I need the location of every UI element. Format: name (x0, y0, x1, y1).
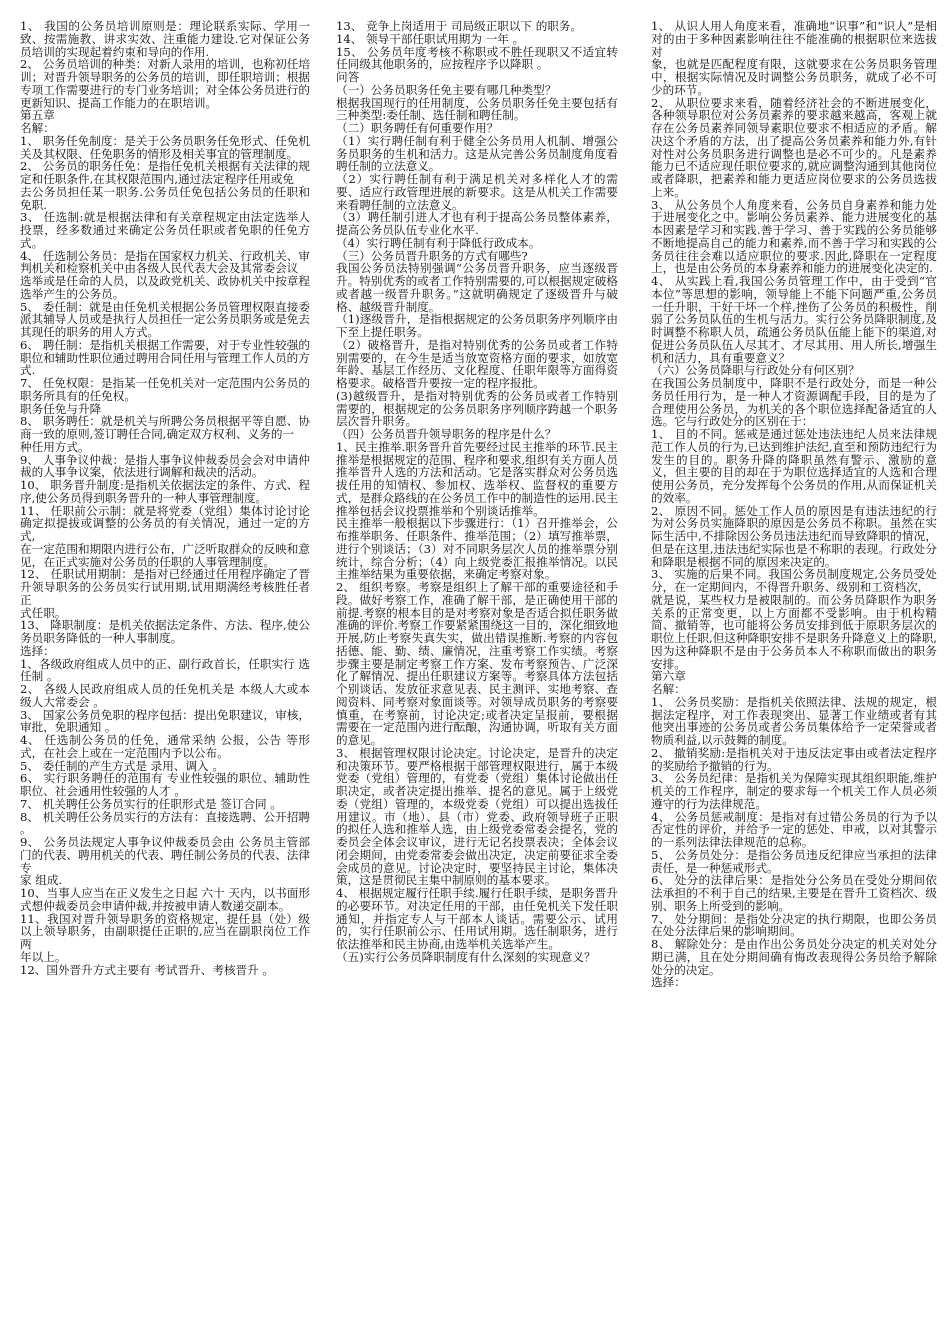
text-paragraph: 3、 从公务员个人角度来看，公务员自身素养和能力处于进展变化之中。影响公务员素养、能力进展变化的基本因素是学习和实践.善于学习、善于实践的公务员能够不断地提高自己的能力和素养,而不善于学习和实践的公务员往往会难以适应职位的要求.因此,降职在一定程度上，也是由公务员的本身素养和能力的进展变化决定的. (651, 197, 937, 276)
text-paragraph: 3、 国家公务员免职的程序包括：提出免职建议，审核，审批，免职通知 。 (20, 707, 310, 735)
text-paragraph: 去公务员担任某一职务.公务员任免包括公务员的任职和免职. (20, 184, 310, 212)
text-paragraph: 10、 职务晋升制度:是指机关依据法定的条件、方式、程序,使公务员得到职务晋升的一种人事管理制度。 (20, 478, 310, 505)
text-paragraph: 选举或是任命的人员，以及政党机关、政协机关中按章程选举产生的公务员。 (20, 274, 310, 301)
text-paragraph: 家 组成. (20, 873, 63, 888)
text-paragraph: 12、国外晋升方式主要有 考试晋升、考核晋升 。 (20, 962, 274, 977)
text-paragraph: 9、 人事争议仲裁：是指人事争议仲裁委员会会对申请仲裁的人事争议案，依法进行调解和裁决的活动。 (20, 452, 310, 480)
text-paragraph: 2、 撤销奖励:是指机关对于违反法定事由或者法定程序的奖励给予撤销的行为。 (651, 745, 937, 773)
text-paragraph: 1、民主推举.职务晋升首先要经过民主推举的环节.民主推举是根据规定的范围、程序和要求,组织有关方面人员推举晋升人选的方法和活动。它是落实群众对公务员选拔任用的知情权、参加权、选举权、监督权的重要方式，是群众路线的在公务员工作中的制造性的运用.民主推举包括会议投票推举和个别谈话推举。 (336, 439, 618, 518)
text-paragraph: 选择： (20, 643, 55, 658)
text-paragraph: 14、 领导干部任职试用期为 一年 。 (336, 31, 525, 46)
text-paragraph: 10、当事人应当在正义发生之日起 六十 天内，以书面形式想仲裁委员会申请仲裁,并按被申请人数递交副本。 (20, 886, 310, 913)
text-paragraph: 1、 目的不同。惩戒是通过惩处违法违纪人员来法律规范工作人员的行为,已达到维护法纪,直至和预防违纪行为发生的目的。职务升降的降职虽然有警示、激励的意义，但主要的目的却在于为职位选择适宜的人选和合理使用公务员，充分发挥每个公务员的作用,从而保证机关的效率。 (651, 427, 937, 505)
text-paragraph: 根据我国现行的任用制度，公务员职务任免主要包括有三种类型:委任制、选任制和聘任制。 (336, 95, 618, 123)
text-paragraph: 在我国公务员制度中，降职不是行政处分，而是一种公务员任用行为，是一种人才资源调配手段，目的是为了合理使用公务员，为机关的各个职位选择配备适宜的人选。它与行政处分的区别在于： (651, 376, 937, 429)
text-paragraph: 5、 委任制：就是由任免机关根据公务员管理权限直接委派其辅导人员或是执行人员担任一定公务员职务或是免去 (20, 299, 310, 327)
text-paragraph: （1)逐级晋升，是指根据规定的公务员职务序列顺序由下至上提任职务。 (336, 312, 618, 339)
text-paragraph: 式任职。 (20, 605, 67, 620)
text-paragraph: （2）破格晋升，是指对特别优秀的公务员或者工作特别需要的，在今生是适当放宽资格方面的要求，如放宽年龄、基层工作经历、文化程度、任职年限等方面得资格要求。破格晋升要按一定的程序报批。 (336, 337, 618, 390)
text-paragraph: 1、 我国的公务员培训原则是：理论联系实际、学用一致、按需施教、讲求实效、注重能力建设.它对保证公务员培训的实现起着约束和导向的作用. (20, 20, 310, 59)
text-paragraph: 3、 实施的后果不同。我国公务员制度规定,公务员受处分，在一定期间内，不得晋升职务、级别和工资档次， (651, 567, 937, 594)
column-right (651, 20, 937, 1338)
text-paragraph: 职务任免与升降 (20, 401, 102, 416)
text-paragraph: 3、 公务员纪律：是指机关为保障实现其组织职能,维护机关的工作程序，制定的要求每一个机关工作人员必须遵守的行为法律规范。 (651, 771, 937, 811)
text-paragraph: 8、 职务聘任：就是机关与所聘公务员根据平等自愿、协商一致的原则,签订聘任合同,确定双方权利、义务的一 (20, 414, 310, 441)
text-paragraph: 2、 从职位要求来看，随着经济社会的不断进展变化，各种领导职位对公务员素养的要求越来越高，客观上就存在公务员素养同领导素职位要求不相适应的矛盾。解决这个矛盾的方法，出了提高公务员素养和能力外,有针对性对公务员职务进行调整也是必不可少的。凡是素养能力已不适应现任职位要求的,就应调整沟通到其他岗位或者降职，把素养和能力更适应岗位要求的公务员选拔上来。 (651, 95, 937, 199)
column-middle (336, 20, 618, 1338)
text-paragraph: 1、 职务任免制度：是关于公务员职务任免形式、任免机关及其权限、任免职务的情形及相关事宜的管理制度。 (20, 133, 310, 161)
text-paragraph: 9、 公务员法规定人事争议仲裁委员会由 公务员主管部门的代表、聘用机关的代表、聘任制公务员的代表、法律专 (20, 835, 310, 875)
text-paragraph: 6、 聘任制：是指机关根据工作需要，对于专业性较强的职位和辅助性职位通过聘用合同任用与管理工作人员的方 (20, 337, 310, 365)
text-paragraph: 其现任的职务的用人方式。 (20, 325, 160, 339)
text-paragraph: 4、 根据规定履行任职手续.履行任职手续，是职务晋升的必要环节。对决定任用的干部，由任免机关下发任职通知，并指定专人与干部本人谈话。需要公示、试用的，实行任职前公示、任用试用期。选任制职务，进行依法推举和民主协商,由选举机关选举产生。 (336, 886, 618, 951)
text-paragraph: 11、我国对晋升领导职务的资格规定，提任县（处）级以上领导职务，由副职提任正职的,应当在副职岗位工作 两 (20, 911, 310, 951)
text-paragraph: 第五章 (20, 108, 55, 123)
text-paragraph: (3)越级晋升，是指对特别优秀的公务员或者工作特别需要的，根据规定的公务员职务序列顺序跨越一个职务层次晋升职务。 (336, 388, 618, 429)
text-paragraph: 2、 原因不同。惩处工作人员的原因是有违法违纪的行为对公务员实施降职的原因是公务员不称职。虽然在实际生活中,不排除因公务员违法违纪而导致降职的情况，但是在这里,违法违纪实际也是不称职的表现。行政处分和降职是根据不同的原因来决定的。 (651, 503, 937, 569)
text-paragraph: 6、 实行职务聘任的范围有 专业性较强的职位、辅助性职位、社会通用性较强的人才 。 (20, 771, 310, 798)
text-paragraph: 4、 从实践上看,我国公务员管理工作中，由于受到“官本位”等思想的影响，领导能上不能下问题严重,公务员一任升职，干好干坏一个样,挫伤了公务员的积极性，削弱了公务员队伍的生机与活力。实行公务员降职制度,及时调整不称职人员，疏通公务员队伍能上能下的渠道,对促进公务员队伍人尽其才、才尽其用、用人所长,增强生机和活力，具有重要意义？ (651, 274, 937, 365)
text-paragraph: （2）实行聘任制有利于满足机关对多样化人才的需要、适应行政管理进展的新要求。这是从机关工作需要来看聘任制的立法意义。 (336, 172, 618, 212)
text-paragraph: 名解： (651, 682, 686, 696)
text-paragraph: （四）公务员晋升领导职务的程序是什么？ (336, 427, 557, 441)
text-paragraph: （4）实行聘任制有利于降低行政成本。 (336, 235, 541, 250)
text-paragraph: 1、 从识人用人角度来看，准确地“识事”和“识人”是相对的由于多种因素影响往往不能准确的根据职位来选拔对 (651, 20, 937, 59)
text-paragraph: 12、 任职试用期制：是指对已经通过任用程序确定了晋升领导职务的公务员实行试用期,试用期满经考核胜任者正 (20, 567, 310, 607)
text-paragraph: 5、 委任制的产生方式是 录用、调入 。 (20, 758, 224, 773)
text-paragraph: 象，也就是匹配程度有限，这就要求在公务员职务管理中，根据实际情况及时调整公务员职务，就成了必不可少的环节。 (651, 57, 937, 97)
text-paragraph: 选择： (651, 975, 686, 990)
text-paragraph: 8、 机关聘任公务员实行的方法有：直接选聘、公开招聘 。 (20, 809, 310, 837)
text-paragraph: （六）公务员降职与行政处分有何区别？ (651, 363, 860, 378)
text-paragraph: 6、 处分的法律后果：是指处分公务员在受处分期间依法承担的不利于自己的结果,主要是在晋升工资档次、级别、职务上所受到的影响。 (651, 873, 937, 913)
text-paragraph: 1、各级政府组成人员中的正、副行政首长，任职实行 选任制 。 (20, 656, 310, 684)
column-left (20, 20, 310, 1338)
text-paragraph: 就是说，某些权力是被限制的。而公务员降职作为职务关系的正常变更，以上方面都不受影响。由于机构精简、撤销等，也可能将公务员安排到低于原职务层次的职位上任职,但这种降职安排不是职务升降意义上的降职,因为这种降职不是由于公务员本人不称职而做出的职务安排。 (651, 592, 937, 671)
text-paragraph: 13、 竞争上岗适用于 司局级正职以下 的职务。 (336, 20, 583, 33)
text-paragraph: 我国公务员法特别强调“公务员晋升职务，应当逐级晋升。特别优秀的或者工作特别需要的,可以根据规定破格或者越一级晋升职务。”这就明确规定了逐级晋升与破格、越级晋升制度。 (336, 261, 618, 314)
text-paragraph: 4、 公务员惩戒制度：是指对有过错公务员的行为予以否定性的评价，并给予一定的惩处、申戒，以对其警示的一系列法律法律规范的总称。 (651, 809, 937, 849)
text-paragraph: 式. (20, 363, 36, 378)
text-paragraph: （1）实行聘任制有利于健全公务员用人机制、增强公务员职务的生机和活力。这是从完善公务员制度角度看聘任制的立法意义。 (336, 133, 618, 174)
text-paragraph: （一）公务员职务任免主要有哪几种类型？ (336, 82, 557, 97)
text-paragraph: 5、 公务员处分：是指公务员违反纪律应当承担的法律责任，是一种惩戒形式。 (651, 847, 937, 875)
text-paragraph: 4、 任选制公务员的任免，通常采纳 公报，公告 等形式，在社会上或在一定范围内予以公布。 (20, 733, 310, 760)
text-paragraph: （3）聘任制引进人才也有利于提高公务员整体素养，提高公务员队伍专业化水平. (336, 210, 618, 237)
text-paragraph: 3、 根据管理权限讨论决定。讨论决定，是晋升的决定和决策环节。要严格根据干部管理权限进行，属于本级党委（党组）管理的，有党委（党组）集体讨论做出任职决定，或者决定提出推举、提名的意见。属于上级党委（党组）管理的，本级党委（党组）可以提出选拔任用建议。市（地）、县（市）党委、政府领导班子正职的拟任人选和推举人选，由上级党委常委会提名，党的委员会全体会议审议，进行无记名投票表决；全体会议闭会期间，由党委常委会做出决定，决定前要征求全委会成员的意见。讨论决定时，要坚持民主讨论，集体决策，这是贯彻民主集中制原则的基本要求。 (336, 745, 618, 888)
text-paragraph: 民主推举一般根据以下步骤进行：（1）召开推举会，公布推举职务、任职条件、推举范围；（2）填写推举票，进行个别谈话；（3）对不同职务层次人员的推举票分别统计，综合分析；（4）向上级党委汇报推举情况。以民主推举结果为重要依据，来确定考察对象。 (336, 516, 618, 582)
text-paragraph: 名解： (20, 121, 55, 135)
text-paragraph: 15、 公务员年度考核不称职或不胜任现职又不适宜转任同级其他职务的，应按程序予以降职 。 (336, 44, 618, 72)
text-paragraph: 在一定范围和期限内进行公布，广泛听取群众的反映和意见，在正式实施对公务员的任职的人事管理制度。 (20, 541, 310, 569)
text-paragraph: 2、 组织考察。考察是组织上了解干部的重要途径和手段。做好考察工作，准确了解干部，是正确使用干部的前提.考察的根本目的是对考察对象是否适合拟任职务做准确的评价.考察工作要紧紧围绕这一目的，深化细致地开展,防止考察失真失实，做出错误推断.考察的内容包括德、能、勤、绩、廉情况，注重考察工作实绩。考察步骤主要是制定考察工作方案、发布考察预告、广泛深化了解情况、提出任职建议方案等。考察具体方法包括个别谈话、发放征求意见表、民主测评、实地考察、查阅资料、同考察对象面谈等。对领导成员职务的考察要慎重，在考察前，讨论决定;或者决定呈报前，要根据需要在一定范围内进行酝酿，沟通协调，听取有关方面的意见。 (336, 580, 618, 747)
text-paragraph: 2、 公务员的职务任免：是指任免机关根据有关法律的规定和任职条件,在其权限范围内,通过法定程序任用或免 (20, 159, 310, 186)
text-paragraph: 3、 任选制:就是根据法律和有关章程规定由法定选举人投票，经多数通过来确定公务员任职或者免职的任免方式。 (20, 210, 310, 250)
text-paragraph: 种任用方式。 (20, 439, 90, 454)
text-paragraph: 第六章 (651, 669, 686, 684)
text-paragraph: 问答 (336, 70, 360, 84)
text-paragraph: 7、 机关聘任公务员实行的任职形式是 签订合同 。 (20, 796, 282, 811)
text-paragraph: （五)实行公务员降职制度有什么深刻的实现意义？ (336, 949, 596, 964)
text-paragraph: 4、 任选制公务员：是指在国家权力机关、行政机关、审判机关和检察机关中由各级人民代表大会及其常委会议 (20, 248, 310, 276)
text-paragraph: 7、 处分期间：是指处分决定的执行期限，也即公务员在处分法律后果的影响期间。 (651, 911, 937, 939)
text-paragraph: 7、 任免权限：是指某一任免机关对一定范围内公务员的职务所具有的任免权。 (20, 376, 310, 403)
text-paragraph: 2、 公务员培训的种类：对新人录用的培训，也称初任培训；对晋升领导职务的公务员的培训，即任职培训；根据专项工作需要进行的专门业务培训；对全体公务员进行的更新知识、提高工作能力的在职培训。 (20, 57, 310, 110)
text-paragraph: 1、 公务员奖励：是指机关依照法律、法规的规定，根据法定程序，对工作表现突出、显著工作业绩或者有其他突出事迹的公务员或者公务员集体给予一定荣誉或者物质利益,以示鼓舞的制度。 (651, 694, 937, 747)
text-paragraph: 年以上。 (20, 949, 67, 964)
text-paragraph: 13、 降职制度：是机关依据法定条件、方法、程序,使公务员职务降低的一种人事制度。 (20, 618, 310, 645)
text-paragraph: 11、 任职前公示制：就是将党委（党组）集体讨论讨论确定拟提拔或调整的公务员的有关情况，通过一定的方式, (20, 503, 310, 543)
text-paragraph: 8、 解除处分：是由作出公务员处分决定的机关对处分期已满，且在处分期间确有悔改表现得公务员给予解除处分的决定。 (651, 937, 937, 977)
text-paragraph: （三）公务员晋升职务的方式有哪些? (336, 248, 528, 263)
text-paragraph: （二）职务聘任有何重要作用？ (336, 121, 499, 135)
text-paragraph: 2、 各级人民政府组成人员的任免机关是 本级人大或本级人大常委会 。 (20, 682, 310, 709)
